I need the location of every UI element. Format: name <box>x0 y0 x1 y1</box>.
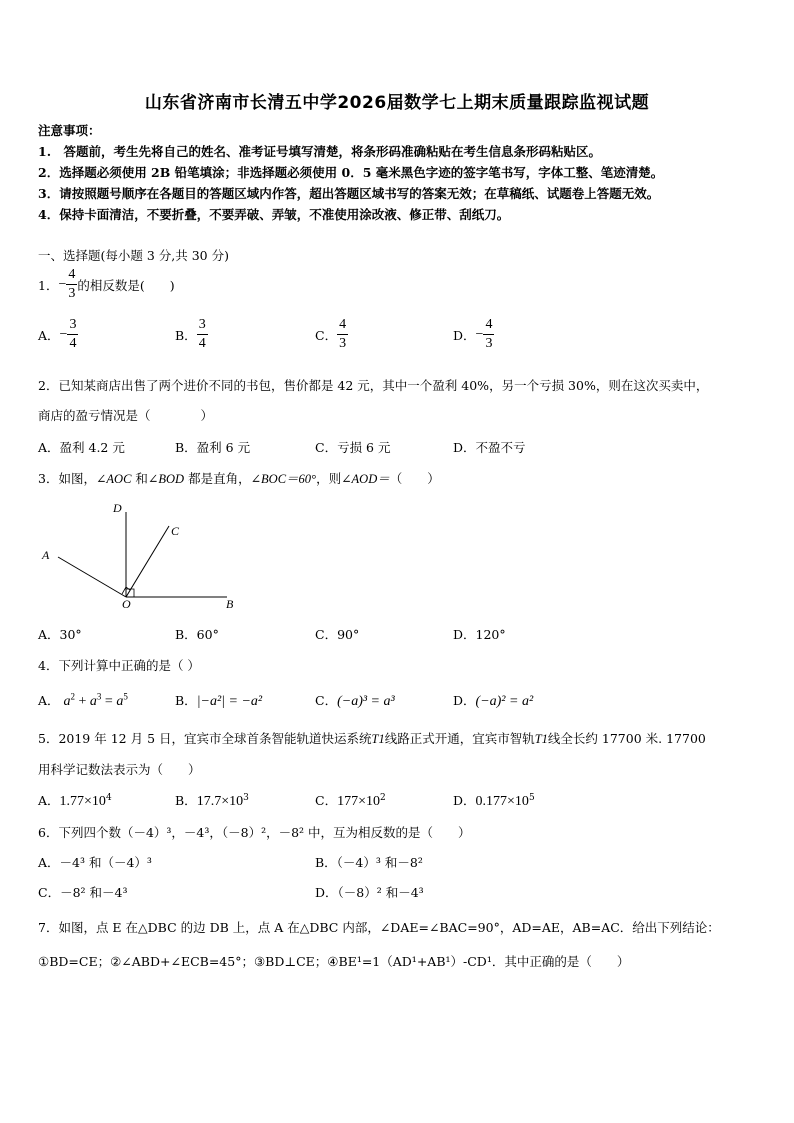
fraction <box>483 318 494 351</box>
option-label: C． <box>315 793 338 808</box>
page-title: 山东省济南市长清五中学2026届数学七上期末质量跟踪监视试题 <box>144 93 650 113</box>
option-label: B． <box>175 693 197 708</box>
option-label: A． <box>38 793 60 808</box>
question-1 <box>38 268 175 301</box>
label-d: D <box>113 501 122 515</box>
option-label: D． <box>453 793 476 808</box>
math-exponent: 4 <box>105 792 112 803</box>
fraction-numerator: 3 <box>67 318 78 335</box>
fraction-denominator: 4 <box>69 336 77 351</box>
math-var: a <box>89 694 97 709</box>
option-b[interactable] <box>175 318 208 351</box>
stem-text: 和 <box>131 471 148 486</box>
fraction-denominator: 4 <box>198 336 206 351</box>
question-7-line-2: ①BD=CE；②∠ABD+∠ECB=45°；③BD⊥CE；④BE¹=1（AD¹+AB¹）-CD¹．其中正确的是（ ） <box>38 954 630 969</box>
notice-item: 3．请按照题号顺序在各题目的答题区域内作答，超出答题区域书写的答案无效；在草稿纸、试题卷上答题无效。 <box>38 186 660 201</box>
math-exponent: 3 <box>243 792 249 803</box>
notice-item: 1. 答题前，考生先将自己的姓名、准考证号填写清楚，将条形码准确粘贴在考生信息条形码粘贴区。 <box>38 144 602 159</box>
fraction-numerator: 3 <box>197 318 208 335</box>
fraction <box>197 318 208 351</box>
option-label: C． <box>315 327 338 343</box>
fraction-numerator: 4 <box>483 318 494 335</box>
option-label: C． <box>315 693 338 708</box>
label-o: O <box>122 597 131 611</box>
question-5-line-1 <box>38 729 706 747</box>
fraction-numerator: 4 <box>66 268 77 285</box>
question-4-stem: 4．下列计算中正确的是（ ） <box>38 658 200 673</box>
option-c[interactable]: C．亏损 6 元 <box>315 440 391 455</box>
option-label: D． <box>453 327 476 343</box>
fraction <box>66 268 77 301</box>
option-d[interactable]: D．120° <box>453 627 506 642</box>
stem-text: 3．如图， <box>38 471 96 486</box>
question-stem: 的相反数是( ) <box>77 277 175 293</box>
stem-text: 线路正式开通，宜宾市智轨 <box>384 731 535 746</box>
angle-expression: ∠BOC＝60° <box>250 472 317 486</box>
math-var: a <box>63 694 71 709</box>
option-a[interactable]: A．盈利 4.2 元 <box>38 440 125 455</box>
minus-sign: − <box>58 276 67 292</box>
question-2-line-2: 商店的盈亏情况是（ ） <box>38 408 214 423</box>
question-7-line-1: 7．如图，点 E 在△DBC 的边 DB 上，点 A 在△DBC 内部，∠DAE=∠BAC=90°，AD=AE，AB=AC．给出下列结论： <box>38 920 720 935</box>
option-a[interactable]: A．30° <box>38 627 82 642</box>
math-expression: (−a)² = a² <box>475 694 534 709</box>
option-b[interactable] <box>175 691 262 710</box>
angle-expression: ∠AOC <box>95 472 132 486</box>
option-d[interactable]: D．不盈不亏 <box>453 440 526 455</box>
option-a[interactable] <box>38 318 78 351</box>
option-sign: − <box>475 326 484 342</box>
question-number: 1． <box>38 277 59 293</box>
option-b[interactable] <box>175 791 249 810</box>
stem-text: （ ） <box>389 471 440 486</box>
label-a: A <box>42 548 50 562</box>
math-var: T1 <box>534 732 548 746</box>
math-expression: (−a)³ = a³ <box>337 694 395 709</box>
math-var: a <box>116 694 124 709</box>
math-operator: = <box>101 694 117 709</box>
option-c[interactable] <box>315 318 348 351</box>
option-d[interactable]: D．（－8）² 和－4³ <box>315 885 424 900</box>
fraction-denominator: 3 <box>339 336 347 351</box>
fraction-numerator: 4 <box>337 318 348 335</box>
math-expression: 1.77×10 <box>59 794 106 809</box>
option-label: B． <box>175 327 197 343</box>
question-6-stem: 6．下列四个数（－4）³，－4³，（－8）²，－8² 中，互为相反数的是（ ） <box>38 825 471 840</box>
math-expression: 177×10 <box>337 794 380 809</box>
math-exponent: 5 <box>528 792 535 803</box>
label-c: C <box>171 524 180 538</box>
option-b[interactable]: B．盈利 6 元 <box>175 440 251 455</box>
option-b[interactable]: B．（－4）³ 和－8² <box>315 855 423 870</box>
option-a[interactable]: A．－4³ 和（－4）³ <box>38 855 152 870</box>
stem-text: 线全长约 17700 米. 17700 <box>547 731 706 746</box>
question-2-line-1: 2．已知某商店出售了两个进价不同的书包，售价都是 42 元，其中一个盈利 40%，另一个亏损 30%，则在这次买卖中， <box>38 378 709 393</box>
option-d[interactable] <box>453 791 535 810</box>
option-sign: − <box>59 326 68 342</box>
option-c[interactable]: C．90° <box>315 627 360 642</box>
option-label: D． <box>453 693 476 708</box>
angle-expression: ∠BOD <box>147 472 185 486</box>
math-expression: 0.177×10 <box>475 794 529 809</box>
option-label: A． <box>38 327 60 343</box>
label-b: B <box>226 597 234 611</box>
math-expression: 17.7×10 <box>196 794 244 809</box>
stem-text: 5．2019 年 12 月 5 日，宜宾市全球首条智能轨道快运系统 <box>38 731 372 746</box>
math-exponent: 2 <box>70 691 76 702</box>
math-operator: + <box>75 694 90 709</box>
option-b[interactable]: B．60° <box>175 627 219 642</box>
math-exponent: 5 <box>123 691 128 702</box>
math-exponent: 3 <box>96 691 102 702</box>
option-c[interactable] <box>315 791 386 810</box>
ray-oa <box>58 557 126 597</box>
option-c[interactable] <box>315 691 395 710</box>
option-a[interactable] <box>38 791 112 810</box>
notice-heading: 注意事项： <box>38 123 101 138</box>
fraction <box>337 318 348 351</box>
option-label: B． <box>175 793 197 808</box>
notice-item: 4．保持卡面清洁，不要折叠，不要弄破、弄皱，不准使用涂改液、修正带、刮纸刀。 <box>38 207 510 222</box>
option-a[interactable] <box>38 691 128 710</box>
option-label: A． <box>38 693 60 708</box>
math-exponent: 2 <box>379 792 386 803</box>
math-expression: |−a²| = −a² <box>196 694 263 709</box>
fraction <box>67 318 78 351</box>
notice-item: 2．选择题必须使用 2B 铅笔填涂；非选择题必须使用 0．5 毫米黑色字迹的签字笔书写，字体工整、笔迹清楚。 <box>38 165 664 180</box>
ray-oc <box>126 526 169 597</box>
stem-text: 都是直角， <box>184 471 251 486</box>
option-c[interactable]: C．－8² 和－4³ <box>38 885 128 900</box>
angle-figure <box>36 496 246 616</box>
question-3-stem <box>38 469 440 487</box>
option-d[interactable] <box>453 691 533 710</box>
math-var: T1 <box>371 732 385 746</box>
fraction-denominator: 3 <box>485 336 493 351</box>
angle-expression: ∠AOD＝ <box>341 472 390 486</box>
stem-text: ，则 <box>316 471 342 486</box>
question-5-line-2: 用科学记数法表示为（ ） <box>38 762 201 777</box>
option-d[interactable] <box>453 318 494 351</box>
fraction-denominator: 3 <box>68 286 76 301</box>
section-heading: 一、选择题(每小题 3 分,共 30 分) <box>38 248 229 263</box>
